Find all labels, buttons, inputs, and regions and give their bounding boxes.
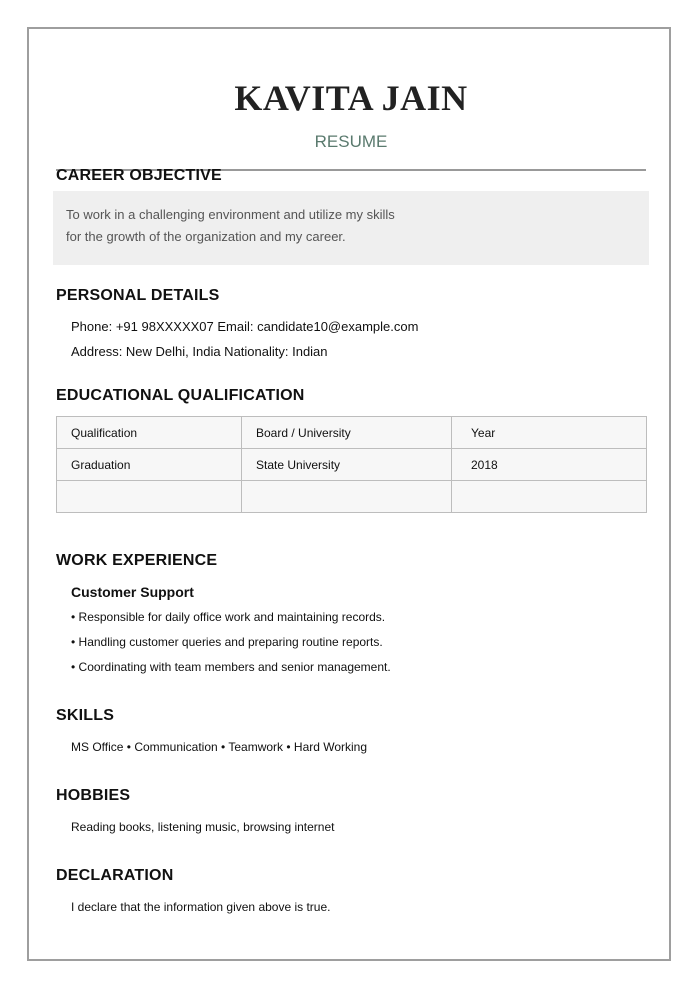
table-cell xyxy=(452,481,647,513)
career-objective-box xyxy=(53,191,649,265)
table-cell: Graduation xyxy=(57,449,242,481)
resume-page xyxy=(27,27,671,961)
hobbies-heading: HOBBIES xyxy=(56,787,131,804)
education-table xyxy=(56,416,647,513)
work-experience-heading: WORK EXPERIENCE xyxy=(56,552,218,569)
declaration-heading: DECLARATION xyxy=(56,867,174,884)
experience-bullet: • Responsible for daily office work and maintaining records. xyxy=(71,610,386,624)
skills-heading: SKILLS xyxy=(56,707,115,724)
personal-details-heading: PERSONAL DETAILS xyxy=(56,287,220,304)
table-cell xyxy=(57,481,242,513)
table-cell: State University xyxy=(242,449,452,481)
education-heading: EDUCATIONAL QUALIFICATION xyxy=(56,387,305,404)
experience-bullet: • Coordinating with team members and senior management. xyxy=(71,660,391,674)
resume-subtitle: RESUME xyxy=(314,132,388,151)
table-header-cell: Qualification xyxy=(57,417,242,449)
declaration-text: I declare that the information given above is true. xyxy=(71,900,331,914)
skills-text: MS Office • Communication • Teamwork • Hard Working xyxy=(71,740,368,754)
objective-line: To work in a challenging environment and utilize my skills xyxy=(66,207,395,222)
job-title: Customer Support xyxy=(71,584,194,600)
candidate-name: KAVITA JAIN xyxy=(234,78,468,118)
table-row xyxy=(57,449,647,481)
table-header-row xyxy=(57,417,647,449)
table-header-cell: Board / University xyxy=(242,417,452,449)
table-header-cell: Year xyxy=(452,417,647,449)
hobbies-text: Reading books, listening music, browsing internet xyxy=(71,820,335,834)
experience-bullet: • Handling customer queries and preparing routine reports. xyxy=(71,635,383,649)
objective-line: for the growth of the organization and my career. xyxy=(66,229,346,244)
career-objective-heading: CAREER OBJECTIVE xyxy=(56,167,222,184)
table-cell: 2018 xyxy=(452,449,647,481)
address-line: Address: New Delhi, India Nationality: Indian xyxy=(71,344,328,359)
table-row xyxy=(57,481,647,513)
table-cell xyxy=(242,481,452,513)
contact-line: Phone: +91 98XXXXX07 Email: candidate10@example.com xyxy=(71,319,419,334)
